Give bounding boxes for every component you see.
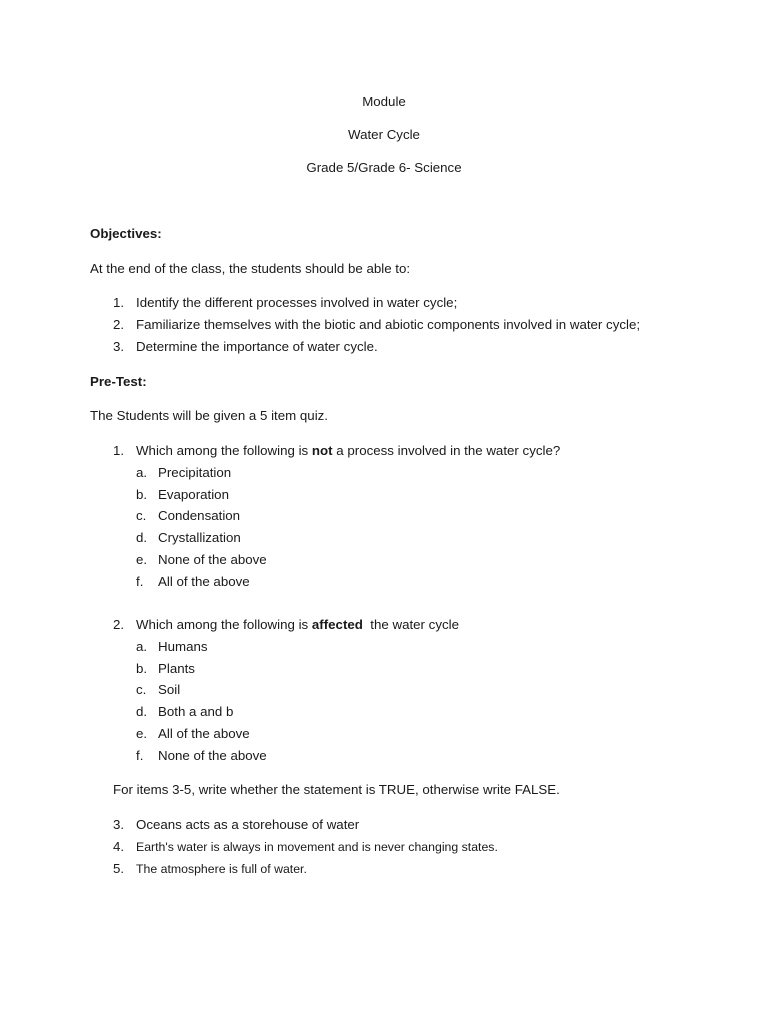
question-number: 5. [113, 861, 125, 876]
objective-item: Determine the importance of water cycle. [136, 339, 378, 354]
choice-text: Soil [158, 682, 181, 697]
objectives-heading: Objectives: [90, 226, 162, 241]
pretest-heading: Pre-Test: [90, 374, 147, 389]
pretest-intro: The Students will be given a 5 item quiz. [90, 408, 328, 423]
question-2-text-post: the water cycle [362, 617, 459, 632]
question-1-text-pre: Which among the following is [136, 443, 312, 458]
grade-subject: Grade 5/Grade 6- Science [306, 160, 462, 175]
true-false-item: The atmosphere is full of water. [136, 862, 307, 876]
choice-letter: a. [136, 465, 148, 480]
objectives-intro: At the end of the class, the students should be able to: [90, 261, 411, 276]
question-2 [136, 617, 459, 633]
choice-letter: f. [136, 574, 144, 589]
module-label: Module [362, 94, 406, 109]
objective-number: 2. [113, 317, 125, 332]
choice-text: All of the above [158, 574, 250, 589]
choice-text: All of the above [158, 726, 250, 741]
question-number: 3. [113, 817, 125, 832]
true-false-item: Oceans acts as a storehouse of water [136, 817, 360, 832]
question-number: 1. [113, 443, 125, 458]
question-1-emphasis: not [311, 443, 333, 458]
choice-text: None of the above [158, 748, 267, 763]
choice-letter: c. [136, 508, 147, 523]
choice-text: Crystallization [158, 530, 241, 545]
choice-letter: d. [136, 704, 148, 719]
choice-letter: e. [136, 552, 148, 567]
true-false-item: Earth's water is always in movement and is never changing states. [136, 840, 498, 854]
choice-letter: b. [136, 661, 148, 676]
choice-letter: b. [136, 487, 148, 502]
choice-text: Plants [158, 661, 195, 676]
choice-letter: c. [136, 682, 147, 697]
objective-item: Identify the different processes involved in water cycle; [136, 295, 458, 310]
question-2-text-pre: Which among the following is [136, 617, 312, 632]
question-1-text-post: a process involved in the water cycle? [332, 443, 561, 458]
choice-text: None of the above [158, 552, 267, 567]
true-false-instruction: For items 3-5, write whether the statement is TRUE, otherwise write FALSE. [113, 782, 560, 797]
objective-number: 3. [113, 339, 125, 354]
objective-item: Familiarize themselves with the biotic and abiotic components involved in water cycle; [136, 317, 641, 332]
question-number: 4. [113, 839, 125, 854]
document-title: Water Cycle [348, 127, 420, 142]
choice-text: Humans [158, 639, 208, 654]
choice-letter: e. [136, 726, 148, 741]
choice-letter: f. [136, 748, 144, 763]
choice-text: Both a and b [158, 704, 234, 719]
question-2-emphasis: affected [311, 617, 363, 632]
objective-number: 1. [113, 295, 125, 310]
choice-letter: d. [136, 530, 148, 545]
choice-text: Condensation [158, 508, 241, 523]
choice-text: Evaporation [158, 487, 229, 502]
choice-text: Precipitation [158, 465, 232, 480]
question-1 [136, 443, 560, 459]
question-number: 2. [113, 617, 125, 632]
choice-letter: a. [136, 639, 148, 654]
